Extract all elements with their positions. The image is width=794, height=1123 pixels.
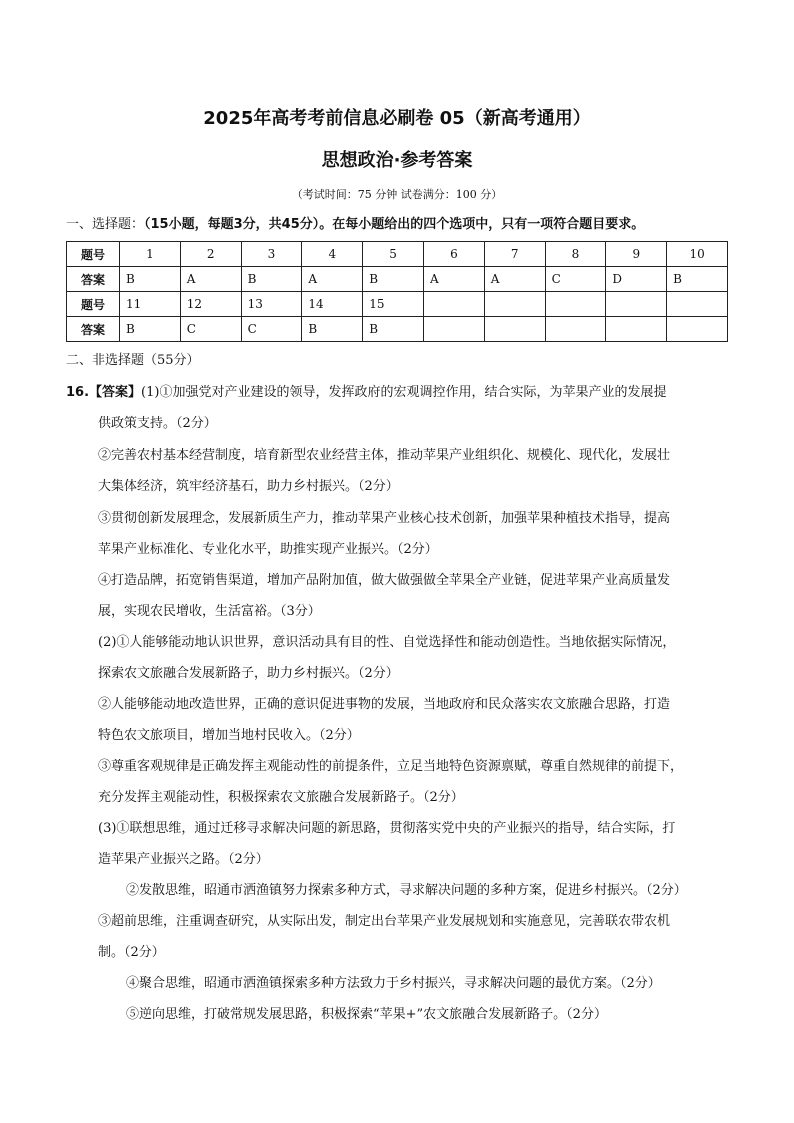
table-cell: 8 [545,242,606,267]
answer-line [66,384,666,402]
table-cell: B [667,267,728,292]
table-cell: C [545,267,606,292]
exam-info: （考试时间：75 分钟 试卷满分：100 分） [291,188,503,201]
answer-line: 充分发挥主观能动性，积极探索农文旅融合发展新路子。（2分） [98,790,464,805]
answer-line: ③尊重客观规律是正确发挥主观能动性的前提条件，立足当地特色资源禀赋，尊重自然规律的前提下， [98,759,684,774]
table-row-answers-1 [67,267,728,292]
answer-line: (3)①联想思维，通过迁移寻求解决问题的新思路，贯彻落实党中央的产业振兴的指导，结合实际，打 [98,821,676,836]
table-row-numbers-2 [67,292,728,317]
answer-line: ③超前思维，注重调查研究，从实际出发，制定出台苹果产业发展规划和实施意见，完善联农带农机 [98,914,671,929]
table-cell: C [241,317,302,342]
table-cell: B [120,267,181,292]
table-cell: A [180,267,241,292]
table-cell: 1 [120,242,181,267]
table-cell: D [606,267,667,292]
table-cell: 15 [363,292,424,317]
answer-line: ②发散思维，昭通市洒渔镇努力探索多种方式，寻求解决问题的多种方案，促进乡村振兴。（2分） [126,883,687,898]
answer-line: 苹果产业标准化、专业化水平，助推实现产业振兴。（2分） [98,542,438,557]
table-cell: 11 [120,292,181,317]
table-cell: B [241,267,302,292]
table-cell: 12 [180,292,241,317]
answer-line: ②人能够能动地改造世界，正确的意识促进事物的发展，当地政府和民众落实农文旅融合思路，打造 [98,697,671,712]
table-cell [667,317,728,342]
table-cell: 6 [423,242,484,267]
table-cell [545,292,606,317]
table-cell: 3 [241,242,302,267]
table-cell [423,292,484,317]
table-cell [606,317,667,342]
section-one-text: （15小题，每题3分，共45分）。在每小题给出的四个选项中，只有一项符合题目要求。 [144,217,645,232]
table-cell [484,317,545,342]
answer-line: ③贯彻创新发展理念，发展新质生产力，推动苹果产业核心技术创新，加强苹果种植技术指导，提高 [98,511,671,526]
table-cell: B [363,267,424,292]
answer-line: 大集体经济，筑牢经济基石，助力乡村振兴。（2分） [98,479,399,494]
table-cell: 4 [302,242,363,267]
table-cell: A [302,267,363,292]
table-cell: 10 [667,242,728,267]
table-cell: C [180,317,241,342]
answer-line: 造苹果产业振兴之路。（2分） [98,852,269,867]
table-cell: 5 [363,242,424,267]
table-cell: B [302,317,363,342]
answer-line: ④打造品牌，拓宽销售渠道，增加产品附加值，做大做强做全苹果全产业链，促进苹果产业高质量发 [98,573,671,588]
table-cell: B [363,317,424,342]
answer-line: ②完善农村基本经营制度，培育新型农业经营主体，推动苹果产业组织化、规模化、现代化，发展壮 [98,448,671,463]
answer-line: ④聚合思维，昭通市洒渔镇探索多种方法致力于乡村振兴，寻求解决问题的最优方案。（2分） [126,976,661,991]
table-cell [423,317,484,342]
table-cell [667,292,728,317]
document-subtitle: 思想政治·参考答案 [321,150,473,171]
table-cell [484,292,545,317]
table-cell: A [484,267,545,292]
answer-line: 特色农文旅项目，增加当地村民收入。（2分） [98,728,360,743]
answer-line: 展，实现农民增收，生活富裕。（3分） [98,604,321,619]
table-cell [606,292,667,317]
answer-line: (2)①人能够能动地认识世界，意识活动具有目的性、自觉选择性和能动创造性。当地依据实际情况， [98,635,676,650]
row-label-question: 题号 [67,242,120,267]
row-label-question: 题号 [67,292,120,317]
answer-text: (1)①加强党对产业建设的领导，发挥政府的宏观调控作用，结合实际，为苹果产业的发展提 [141,385,667,400]
section-two-heading: 二、非选择题（55分） [66,353,200,368]
table-cell: B [120,317,181,342]
table-cell [545,317,606,342]
table-cell: 7 [484,242,545,267]
table-cell: 13 [241,292,302,317]
table-row-answers-2 [67,317,728,342]
document-title: 2025年高考考前信息必刷卷 05（新高考通用） [203,108,591,129]
row-label-answer: 答案 [67,267,120,292]
answer-table [66,241,728,342]
table-row-numbers-1 [67,242,728,267]
answer-line: 供政策支持。（2分） [98,416,217,431]
answer-line: 制。（2分） [98,945,165,960]
row-label-answer: 答案 [67,317,120,342]
answer-line: 探索农文旅融合发展新路子，助力乡村振兴。（2分） [98,666,399,681]
table-cell: 2 [180,242,241,267]
question-number: 16.【答案】 [66,385,142,400]
table-cell: A [423,267,484,292]
table-cell: 14 [302,292,363,317]
section-one-lead: 一、选择题： [66,217,145,232]
table-cell: 9 [606,242,667,267]
section-one-heading [66,216,644,234]
answer-line: ⑤逆向思维，打破常规发展思路，积极探索“苹果+”农文旅融合发展新路子。（2分） [126,1007,607,1022]
